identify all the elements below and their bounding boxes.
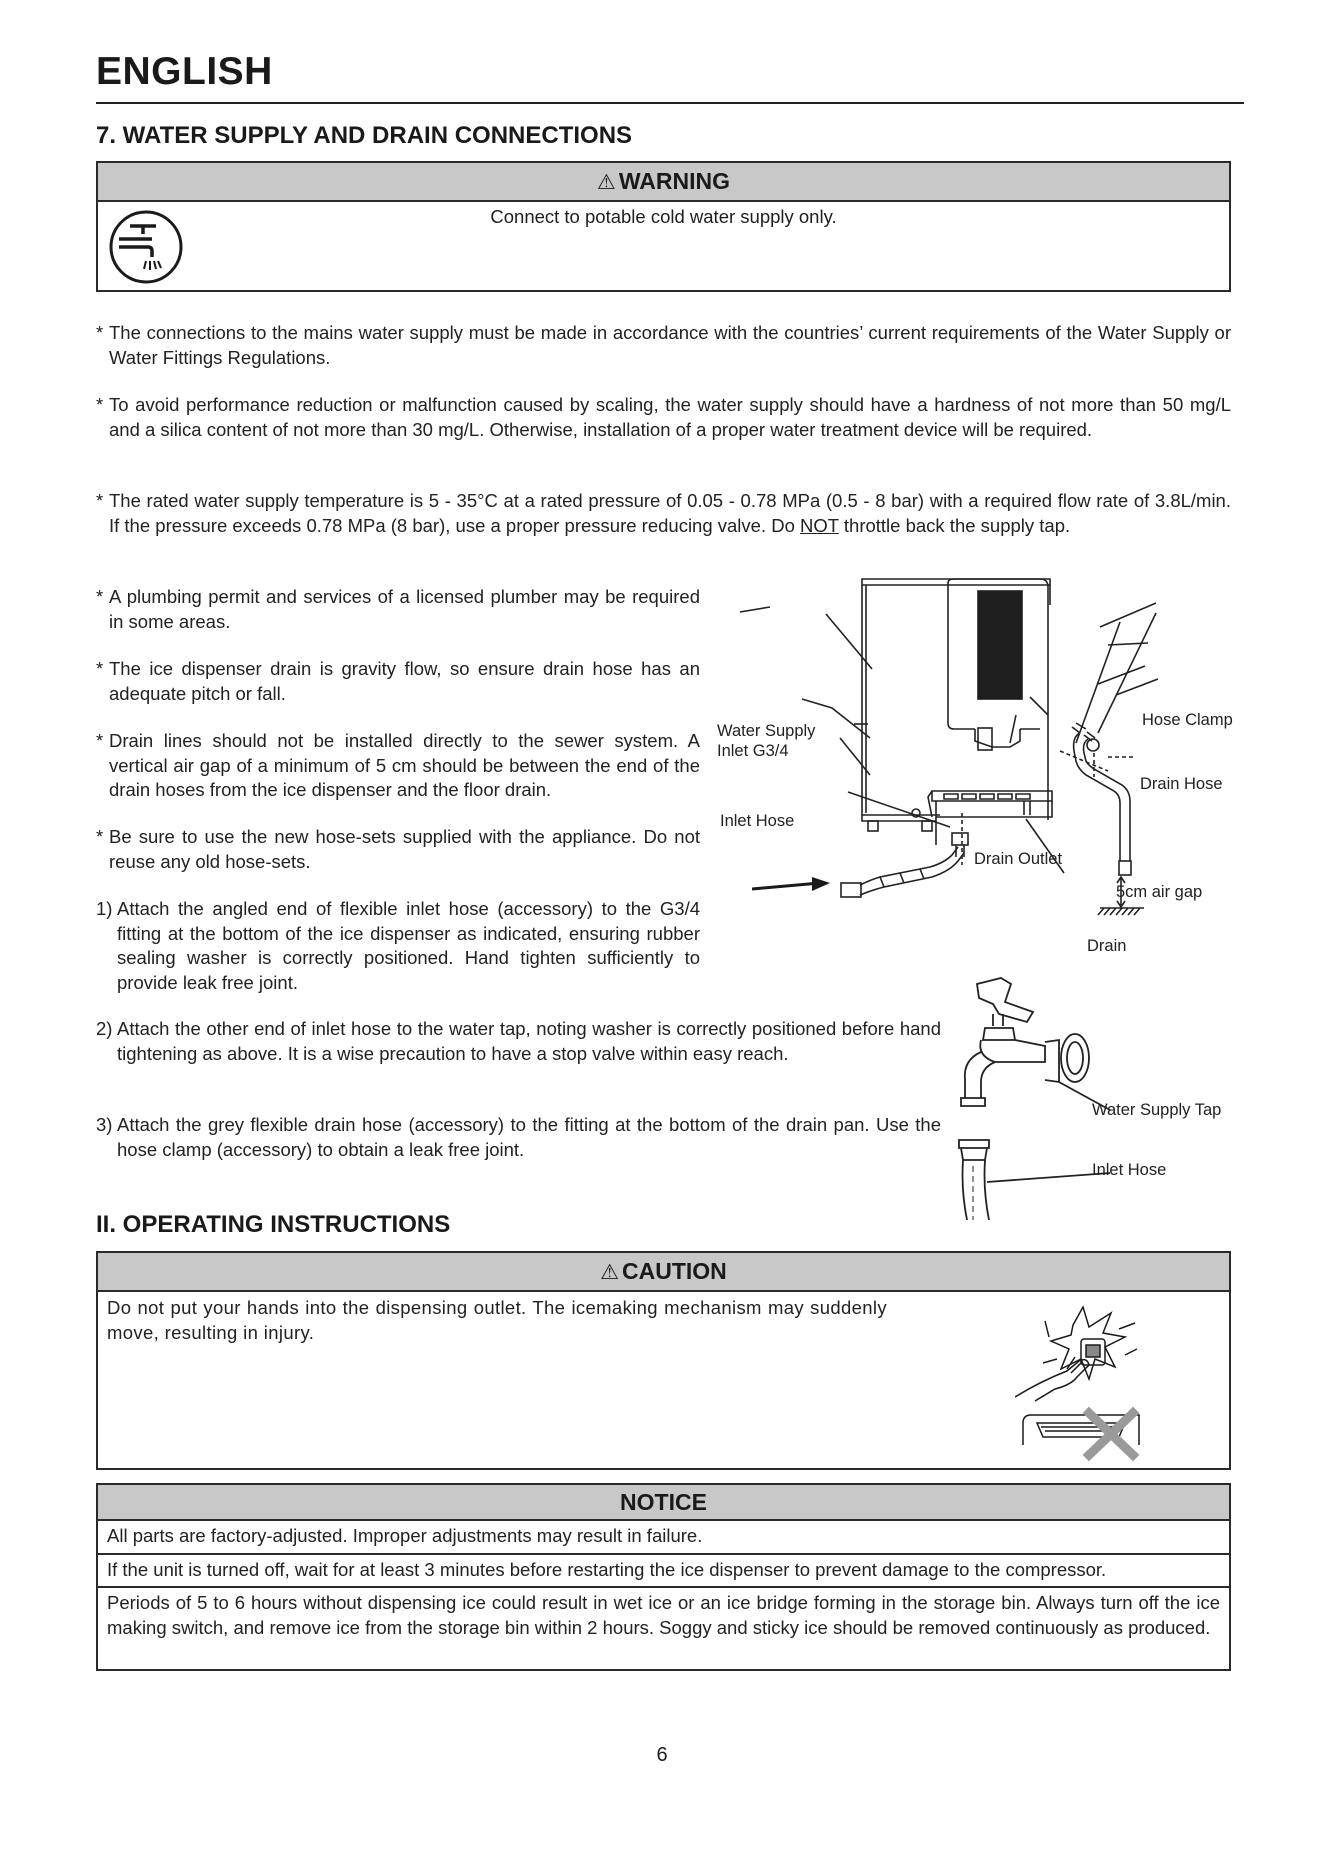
caution-header bbox=[98, 1253, 1229, 1292]
label-tap-inlet-hose: Inlet Hose bbox=[1092, 1161, 1167, 1179]
bullet-permit: * A plumbing permit and services of a licensed plumber may be required in some areas. bbox=[96, 586, 700, 632]
notice-box bbox=[96, 1483, 1231, 1671]
notice-row-2: If the unit is turned off, wait for at least 3 minutes before restarting the ice dispenser to prevent damage to the compressor. bbox=[98, 1553, 1229, 1587]
dispenser-installation-diagram bbox=[700, 565, 1260, 965]
label-hose-clamp: Hose Clamp bbox=[1142, 711, 1233, 729]
step-1: 1) Attach the angled end of flexible inlet hose (accessory) to the G3/4 fitting at the bottom of the ice dispenser as indicated, ensuring rubber sealing washer is correctly positioned. Hand tighten sufficiently to provide leak free joint. bbox=[96, 898, 700, 993]
label-inlet-g34: Inlet G3/4 bbox=[717, 742, 789, 760]
bullet-2: * To avoid performance reduction or malfunction caused by scaling, the water supply should have a hardness of not more than 50 mg/L and a silica content of not more than 30 mg/L. Otherwise, installation of a proper water treatment device will be required. bbox=[96, 394, 1231, 440]
label-drain-hose: Drain Hose bbox=[1140, 775, 1223, 793]
warning-text: Connect to potable cold water supply only. bbox=[490, 206, 837, 227]
language-heading: ENGLISH bbox=[96, 50, 273, 93]
bullet-drain-lines: * Drain lines should not be installed directly to the sewer system. A vertical air gap of a minimum of 5 cm should be between the end of the drain hoses from the ice dispenser and the floor drain. bbox=[96, 730, 700, 800]
label-inlet-hose: Inlet Hose bbox=[720, 812, 795, 830]
warning-header bbox=[98, 163, 1229, 202]
caution-box bbox=[96, 1251, 1231, 1470]
water-tap-icon bbox=[108, 209, 184, 285]
hand-in-outlet-warning-icon bbox=[1015, 1305, 1165, 1465]
label-drain-outlet: Drain Outlet bbox=[974, 850, 1063, 868]
bullet-3: * The rated water supply temperature is 5 - 35°C at a rated pressure of 0.05 - 0.78 MPa (0.5 - 8 bar) with a required flow rate of 3.8L/min. If the pressure exceeds 0.78 MPa (8 bar), use a proper pressure reducing valve. Do NOT throttle back the supply tap. bbox=[96, 490, 1231, 536]
not-emphasis: NOT bbox=[800, 514, 839, 536]
notice-row-1: All parts are factory-adjusted. Improper adjustments may result in failure. bbox=[98, 1519, 1229, 1553]
notice-row-3: Periods of 5 to 6 hours without dispensing ice could result in wet ice or an ice bridge forming in the storage bin. Always turn off the ice making switch, and remove ice from the storage bin within 2 hours. Soggy and sticky ice should be removed continuously as produced. bbox=[98, 1586, 1229, 1644]
step-2: 2) Attach the other end of inlet hose to the water tap, noting washer is correctly positioned before hand tightening as above. It is a wise precaution to have a stop valve within easy reach. bbox=[96, 1018, 941, 1064]
notice-title: NOTICE bbox=[98, 1485, 1229, 1519]
page-number: 6 bbox=[656, 1744, 668, 1766]
label-air-gap: 5cm air gap bbox=[1116, 883, 1203, 901]
header-rule bbox=[96, 102, 1244, 104]
warning-title: WARNING bbox=[618, 168, 730, 194]
operating-section-title: II. OPERATING INSTRUCTIONS bbox=[96, 1211, 451, 1238]
warning-box bbox=[96, 161, 1231, 292]
step-3: 3) Attach the grey flexible drain hose (accessory) to the fitting at the bottom of the drain pan. Use the hose clamp (accessory) to obtain a leak free joint. bbox=[96, 1114, 941, 1160]
warning-triangle-icon: ⚠ bbox=[597, 171, 616, 194]
bullet-hose-sets: * Be sure to use the new hose-sets supplied with the appliance. Do not reuse any old hose-sets. bbox=[96, 826, 700, 872]
caution-title: CAUTION bbox=[622, 1258, 727, 1284]
caution-triangle-icon: ⚠ bbox=[600, 1261, 620, 1284]
label-water-supply-inlet: Water Supply bbox=[717, 722, 816, 740]
section-title: 7. WATER SUPPLY AND DRAIN CONNECTIONS bbox=[96, 122, 633, 149]
label-drain: Drain bbox=[1087, 937, 1127, 955]
bullet-1: * The connections to the mains water supply must be made in accordance with the countries’ current requirements of the Water Supply or Water Fittings Regulations. bbox=[96, 322, 1231, 368]
bullet-gravity: * The ice dispenser drain is gravity flow, so ensure drain hose has an adequate pitch or fall. bbox=[96, 658, 700, 704]
caution-text: Do not put your hands into the dispensing outlet. The icemaking mechanism may suddenly move, resulting in injury. bbox=[107, 1297, 887, 1343]
label-water-supply-tap: Water Supply Tap bbox=[1092, 1101, 1222, 1119]
water-tap-diagram bbox=[955, 970, 1255, 1220]
